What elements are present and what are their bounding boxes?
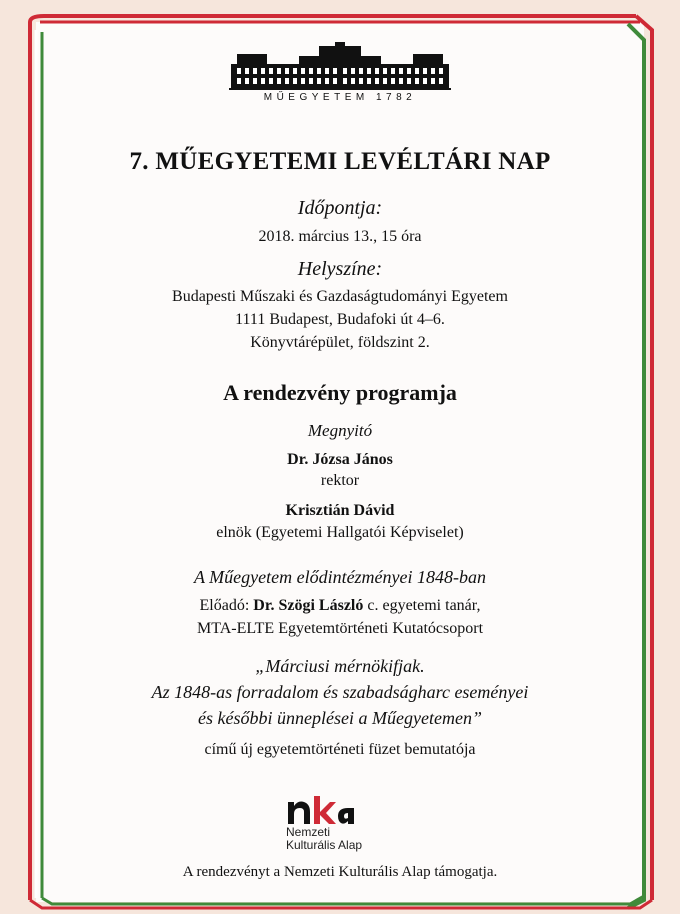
nka-logo-text [286, 826, 362, 852]
opening-label: Megnyitó [307, 421, 373, 440]
talk-presenter [0, 597, 680, 615]
place-line-1: Budapesti Műszaki és Gazdaságtudományi Egyetem [172, 288, 508, 305]
speaker-2-name: Krisztián Dávid [285, 502, 395, 519]
sponsor-note: A rendezvényt a Nemzeti Kulturális Alap támogatja. [182, 864, 498, 880]
presenter-name: Dr. Szögi László [253, 597, 364, 614]
program-heading: A rendezvény programja [223, 380, 457, 405]
presenter-prefix: Előadó: [199, 597, 250, 614]
presenter-suffix: c. egyetemi tanár, [367, 597, 481, 614]
book-line-2: Az 1848-as forradalom és szabadságharc eseményei [151, 682, 529, 702]
place-line-2: 1111 Budapest, Budafoki út 4–6. [235, 311, 445, 328]
place-line-3: Könyvtárépület, földszint 2. [250, 334, 430, 351]
book-line-3: és későbbi ünneplései a Műegyetemen” [198, 708, 482, 728]
event-title: 7. MŰEGYETEMI LEVÉLTÁRI NAP [129, 148, 551, 175]
date-label: Időpontja: [297, 197, 383, 219]
place-label: Helyszíne: [297, 258, 383, 280]
book-line-1: „Márciusi mérnökifjak. [255, 656, 425, 676]
speaker-2-role: elnök (Egyetemi Hallgatói Képviselet) [216, 524, 464, 541]
book-note: című új egyetemtörténeti füzet bemutatója [204, 741, 476, 758]
talk-title: A Műegyetem elődintézményei 1848-ban [193, 567, 487, 587]
presenter-org: MTA-ELTE Egyetemtörténeti Kutatócsoport [196, 620, 484, 637]
nka-line-1: Nemzeti [286, 825, 331, 839]
speaker-1-name: Dr. Józsa János [287, 451, 393, 468]
date-value: 2018. március 13., 15 óra [258, 228, 422, 245]
nka-line-2: Kulturális Alap [286, 838, 363, 852]
nka-mark-icon [286, 796, 356, 826]
speaker-1-role: rektor [320, 472, 360, 489]
logo-caption: MŰEGYETEM 1782 [263, 92, 417, 103]
